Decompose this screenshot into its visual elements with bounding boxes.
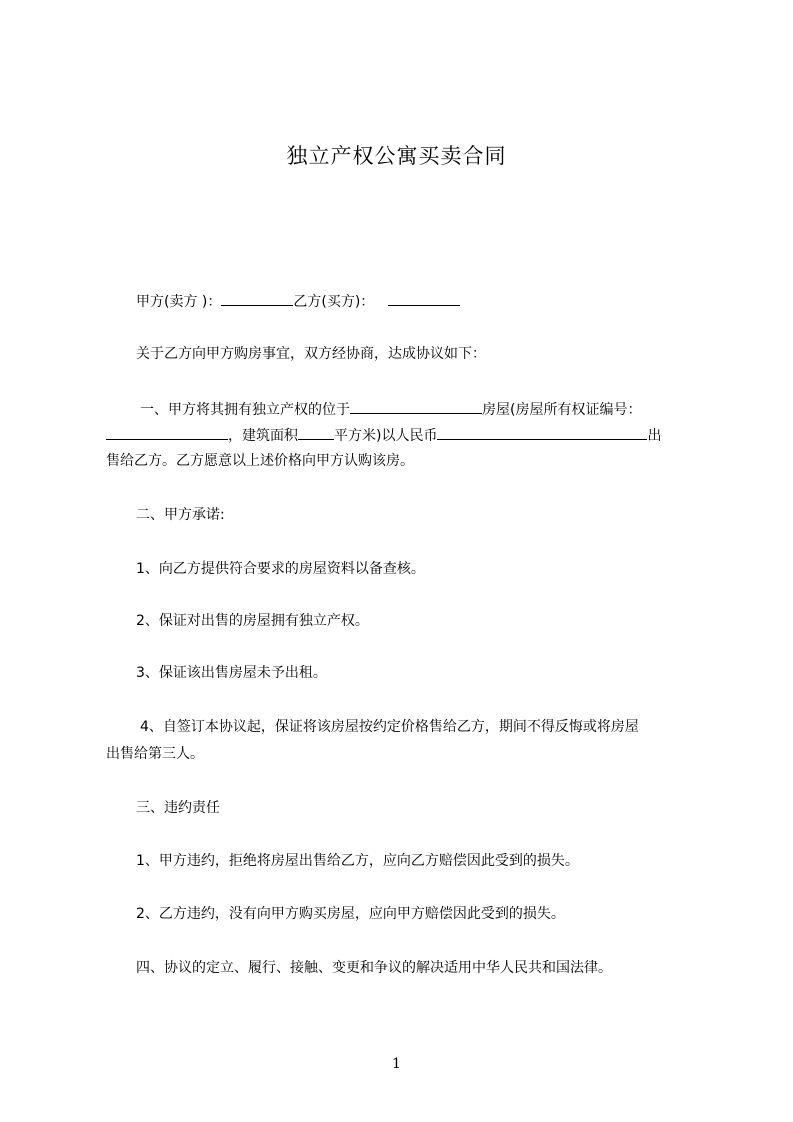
intro-paragraph: 关于乙方向甲方购房事宜，双方经协商，达成协议如下： [136,346,486,362]
buyer-blank [388,290,460,306]
clause1-line2 [106,424,661,446]
clause2-item-4-line1: 4、自签订本协议起，保证将该房屋按约定价格售给乙方，期间不得反悔或将房屋 [140,719,639,735]
clause2-item-1: 1、向乙方提供符合要求的房屋资料以备查核。 [136,561,425,577]
clause1-text-d: 平方米)以人民币 [334,428,438,444]
location-blank [350,398,482,414]
clause2-item-3: 3、保证该出售房屋未予出租。 [136,665,327,681]
page-number: 1 [392,1056,401,1072]
area-blank [298,424,334,440]
clause2-item-4-line2: 出售给第三人。 [106,746,204,762]
clause1-line3: 售给乙方。乙方愿意以上述价格向甲方认购该房。 [106,453,414,469]
buyer-label: 乙方(买方)： [293,294,375,310]
seller-label: 甲方(卖方 )： [136,294,222,310]
parties-line [136,290,460,312]
clause2-heading: 二、甲方承诺: [136,507,225,523]
clause1-text-c: ，建筑面积 [228,428,298,444]
clause1-text-e: 出 [647,428,662,444]
clause3-heading: 三、违约责任 [136,800,220,816]
document-title: 独立产权公寓买卖合同 [286,144,507,168]
clause3-item-1: 1、甲方违约，拒绝将房屋出售给乙方，应向乙方赔偿因此受到的损失。 [136,853,579,869]
clause1-line1 [140,398,641,420]
price-blank [437,424,647,440]
clause4-paragraph: 四、协议的定立、履行、接触、变更和争议的解决适用中华人民共和国法律。 [136,960,612,976]
clause1-text-a: 一、甲方将其拥有独立产权的位于 [140,402,350,418]
clause1-text-b: 房屋(房屋所有权证编号： [482,402,642,418]
clause3-item-2: 2、乙方违约，没有向甲方购买房屋，应向甲方赔偿因此受到的损失。 [136,906,565,922]
certificate-number-blank [106,424,228,440]
seller-blank [221,290,293,306]
clause2-item-2: 2、保证对出售的房屋拥有独立产权。 [136,613,369,629]
